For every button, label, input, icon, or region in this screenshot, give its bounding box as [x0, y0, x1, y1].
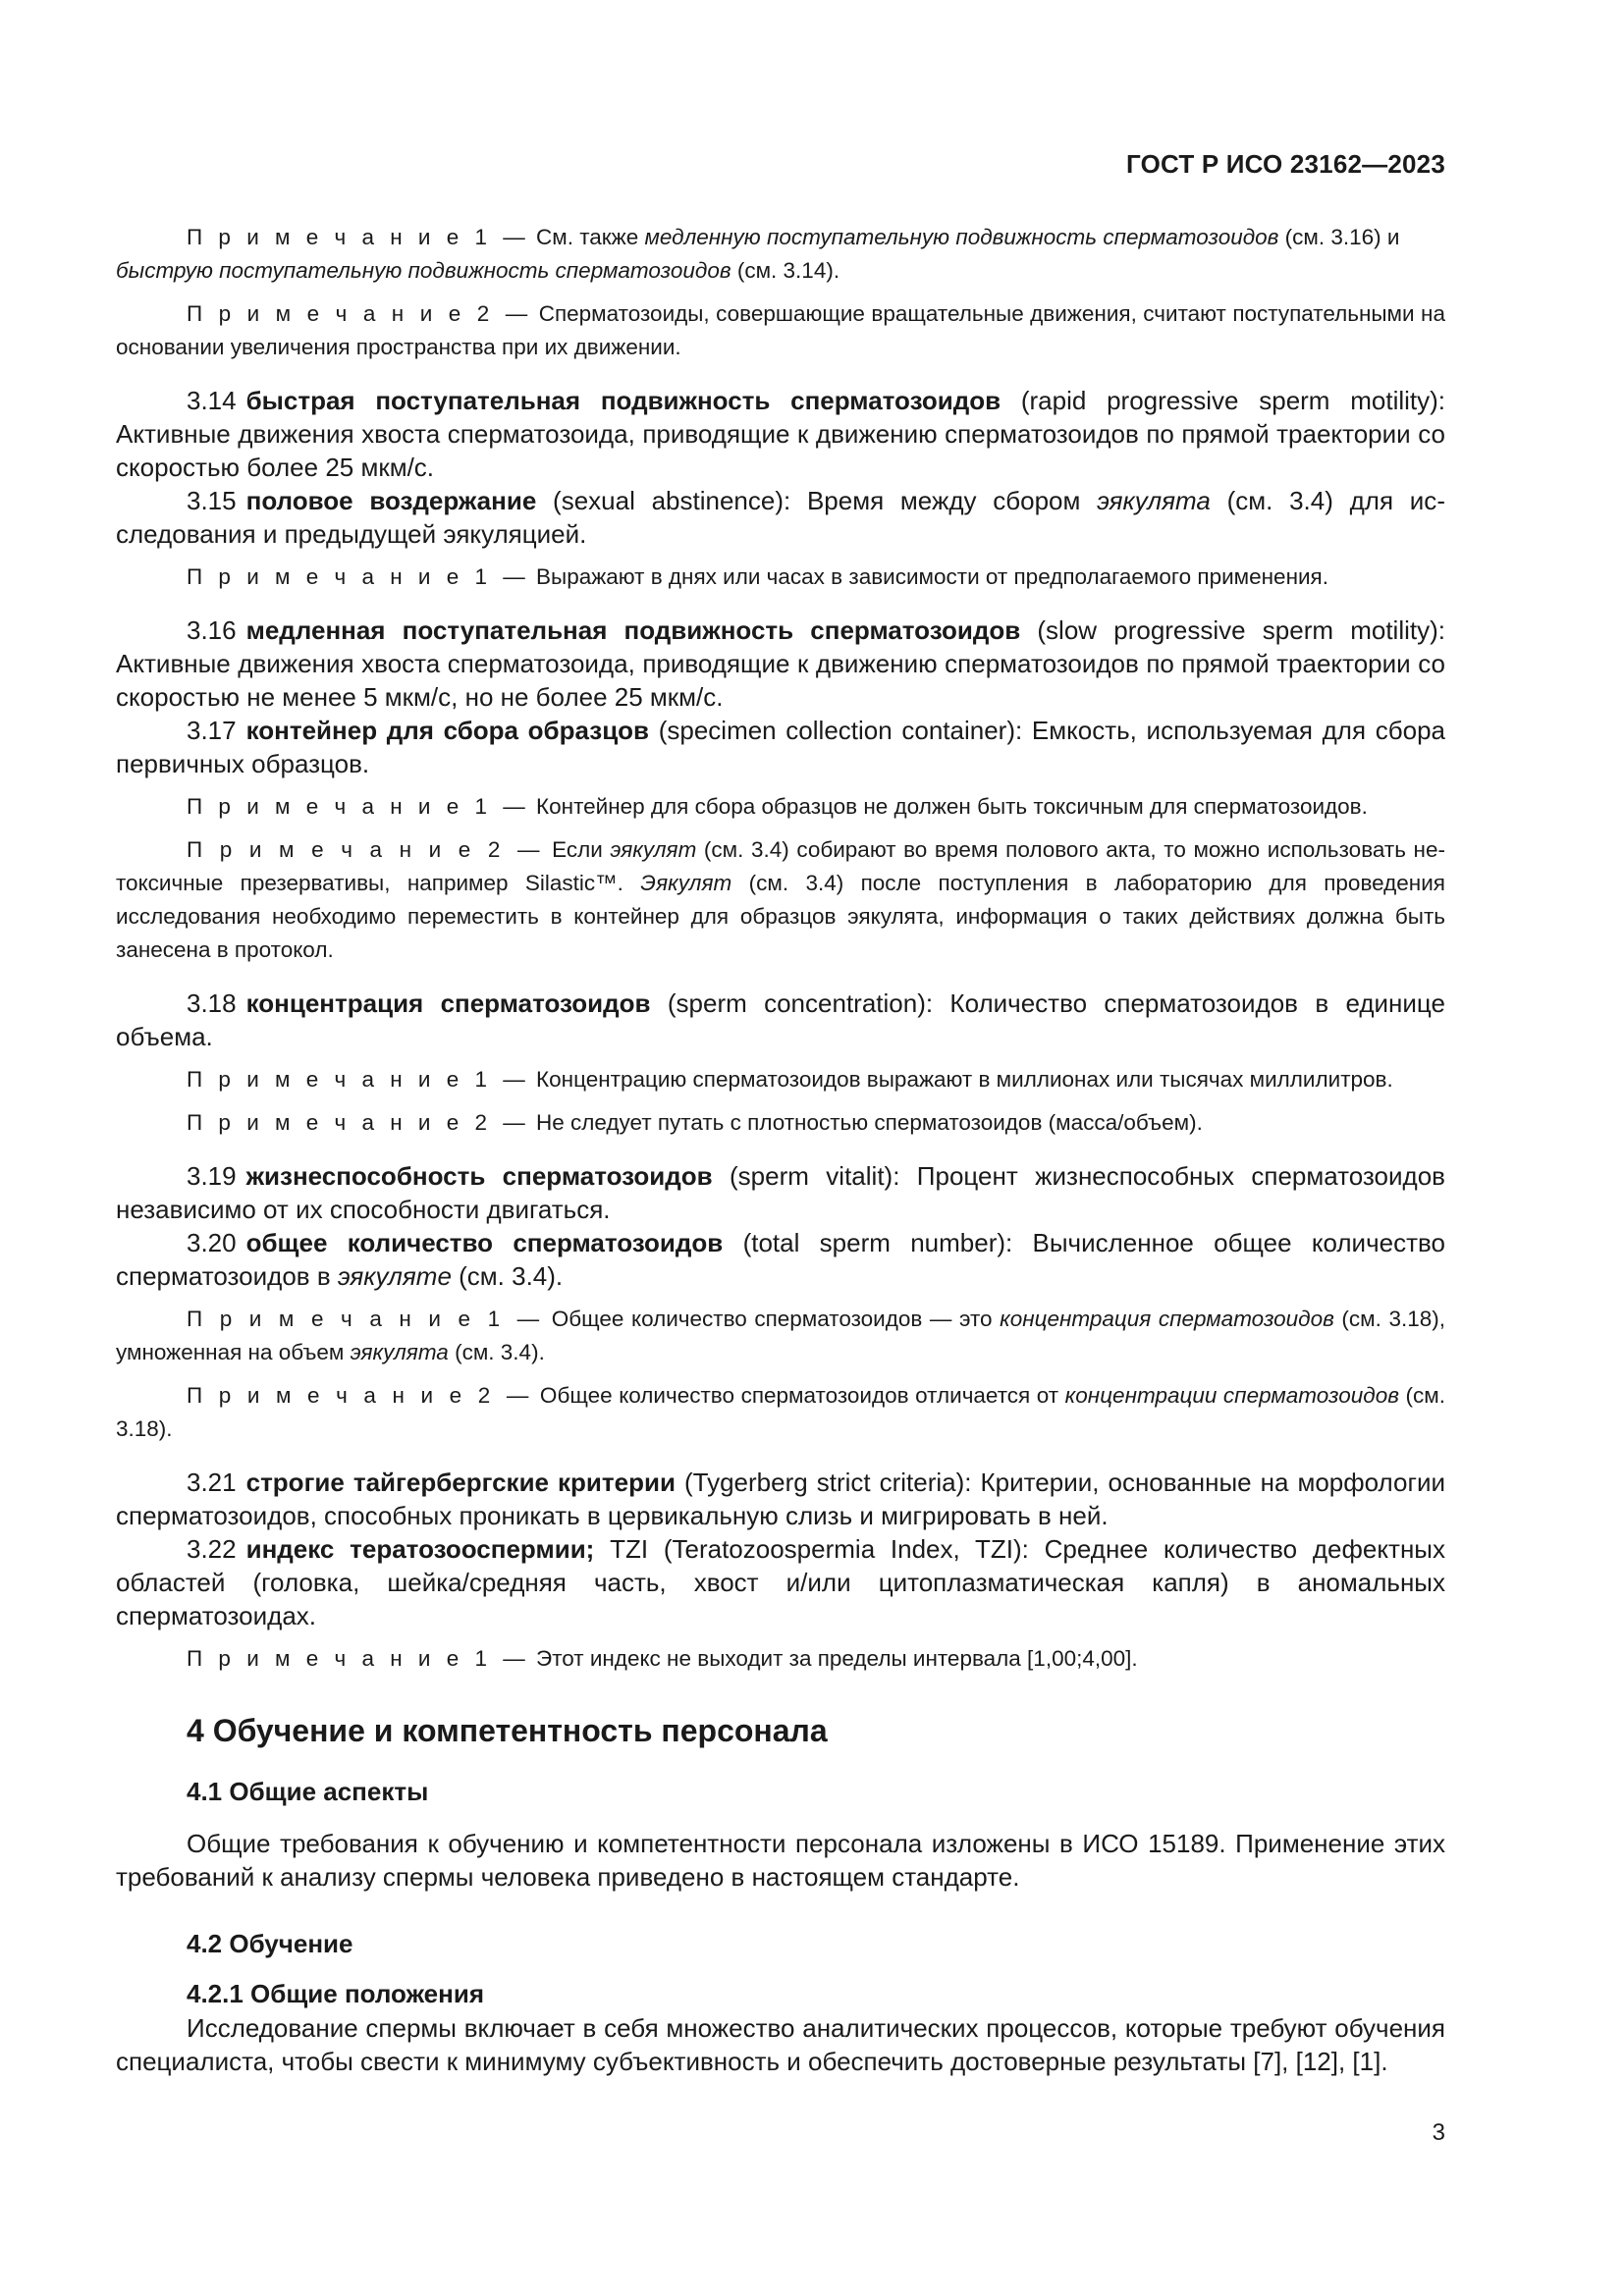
section-4-heading: 4 Обучение и компетентность персонала — [187, 1713, 828, 1748]
term-3-20: 3.20 общее количество сперматозоидов (total sperm number): Вычисленное общее количество сперматозоидов в эякуляте (см. 3.4). — [116, 1228, 1445, 1291]
note-3-22-1: П р и м е ч а н и е 1 — Этот индекс не выходит за пределы интервала [1,00;4,00]. — [187, 1646, 1138, 1671]
term-3-14: 3.14 быстрая поступательная подвижность сперматозоидов (rapid progressive sperm motility): Активные движения хвоста сперматозоида, приводящие к движению сперматозоидов по прямой траектории со скоростью более 25 мкм/с. — [116, 386, 1445, 482]
term-3-19: 3.19 жизнеспособность сперматозоидов (sperm vitalit): Процент жизнеспособных сперматозоидов независимо от их способности двигаться. — [116, 1161, 1445, 1224]
page-header: ГОСТ Р ИСО 23162—2023 — [1125, 149, 1445, 179]
note-3-20-2: П р и м е ч а н и е 2 — Общее количество сперматозоидов отличается от концентрации сперматозоидов (см. 3.18). — [116, 1383, 1446, 1441]
subsection-4-1-text: Общие требования к обучению и компетентности персонала изложены в ИСО 15189. Применение этих требований к анализу спермы человека приведено в настоящем стандарте. — [116, 1829, 1445, 1892]
term-3-22: 3.22 индекс тератозооспермии; TZI (Teratozoospermia Index, TZI): Среднее количество дефектных областей (головка, шейка/средняя часть, хвост и/или цитоплазматическая капля) в аномальных сперматозоидах. — [116, 1534, 1445, 1630]
subsection-4-2-heading: 4.2 Обучение — [187, 1929, 353, 1958]
note-label: П р и м е ч а н и е 2 — — [187, 301, 533, 326]
note-3-17-2: П р и м е ч а н и е 2 — Если эякулят (см. 3.4) собирают во время полового акта, то можно использовать нетоксичные презервативы, например Silastic™. Эякулят (см. 3.4) после поступления в лабораторию для проведения исследования необходимо переместить в контейнер для образцов эякулята, информация о таких действиях должна быть занесена в протокол. — [116, 837, 1445, 962]
note-3-13-2: П р и м е ч а н и е 2 — Сперматозоиды, совершающие вращательные движения, считают поступательными на основании увеличения пространства при их движении. — [116, 301, 1445, 359]
page-number: 3 — [1432, 2119, 1445, 2146]
note-3-17-1: П р и м е ч а н и е 1 — Контейнер для сбора образцов не должен быть токсичным для сперматозоидов. — [187, 794, 1368, 819]
term-3-15: 3.15 половое воздержание (sexual abstinence): Время между сбором эякулята (см. 3.4) для исследования и предыдущей эякуляцией. — [116, 486, 1445, 549]
note-3-18-1: П р и м е ч а н и е 1 — Концентрацию сперматозоидов выражают в миллионах или тысячах миллилитров. — [187, 1067, 1393, 1092]
note-3-20-1: П р и м е ч а н и е 1 — Общее количество сперматозоидов — это концентрация сперматозоидов (см. 3.18), умноженная на объем эякулята (см. 3.4). — [116, 1307, 1445, 1364]
note-label: П р и м е ч а н и е 1 — — [187, 225, 530, 249]
term-3-21: 3.21 строгие тайгербергские критерии (Tygerberg strict criteria): Критерии, основанные на морфологии сперматозоидов, способных проникать в цервикальную слизь и мигрировать в ней. — [116, 1468, 1445, 1530]
term-3-18: 3.18 концентрация сперматозоидов (sperm concentration): Количество сперматозоидов в единице объема. — [116, 988, 1445, 1051]
term-3-17: 3.17 контейнер для сбора образцов (specimen collection container): Емкость, используемая для сбора первичных образцов. — [116, 716, 1445, 778]
subsection-4-1-heading: 4.1 Общие аспекты — [187, 1777, 429, 1806]
note-3-13-1: П р и м е ч а н и е 1 — См. также медленную поступательную подвижность сперматозоидов (см. 3.16) и быструю поступательную подвижность сперматозоидов (см. 3.14). — [116, 225, 1400, 283]
note-3-18-2: П р и м е ч а н и е 2 — Не следует путать с плотностью сперматозоидов (масса/объем). — [187, 1110, 1203, 1135]
subsection-4-2-1-text: Исследование спермы включает в себя множество аналитических процессов, которые требуют обучения специалиста, чтобы свести к минимуму субъективность и обеспечить достоверные результаты [7], [12], [1]. — [116, 2013, 1445, 2076]
note-3-15-1: П р и м е ч а н и е 1 — Выражают в днях или часах в зависимости от предполагаемого применения. — [187, 564, 1328, 589]
document-body — [116, 221, 1445, 2078]
subsection-4-2-1-heading: 4.2.1 Общие положения — [187, 1979, 484, 2008]
term-3-16: 3.16 медленная поступательная подвижность сперматозоидов (slow progressive sperm motility): Активные движения хвоста сперматозоида, приводящие к движению сперматозоидов по прямой траектории со скоростью не менее 5 мкм/с, но не более 25 мкм/с. — [116, 615, 1445, 712]
